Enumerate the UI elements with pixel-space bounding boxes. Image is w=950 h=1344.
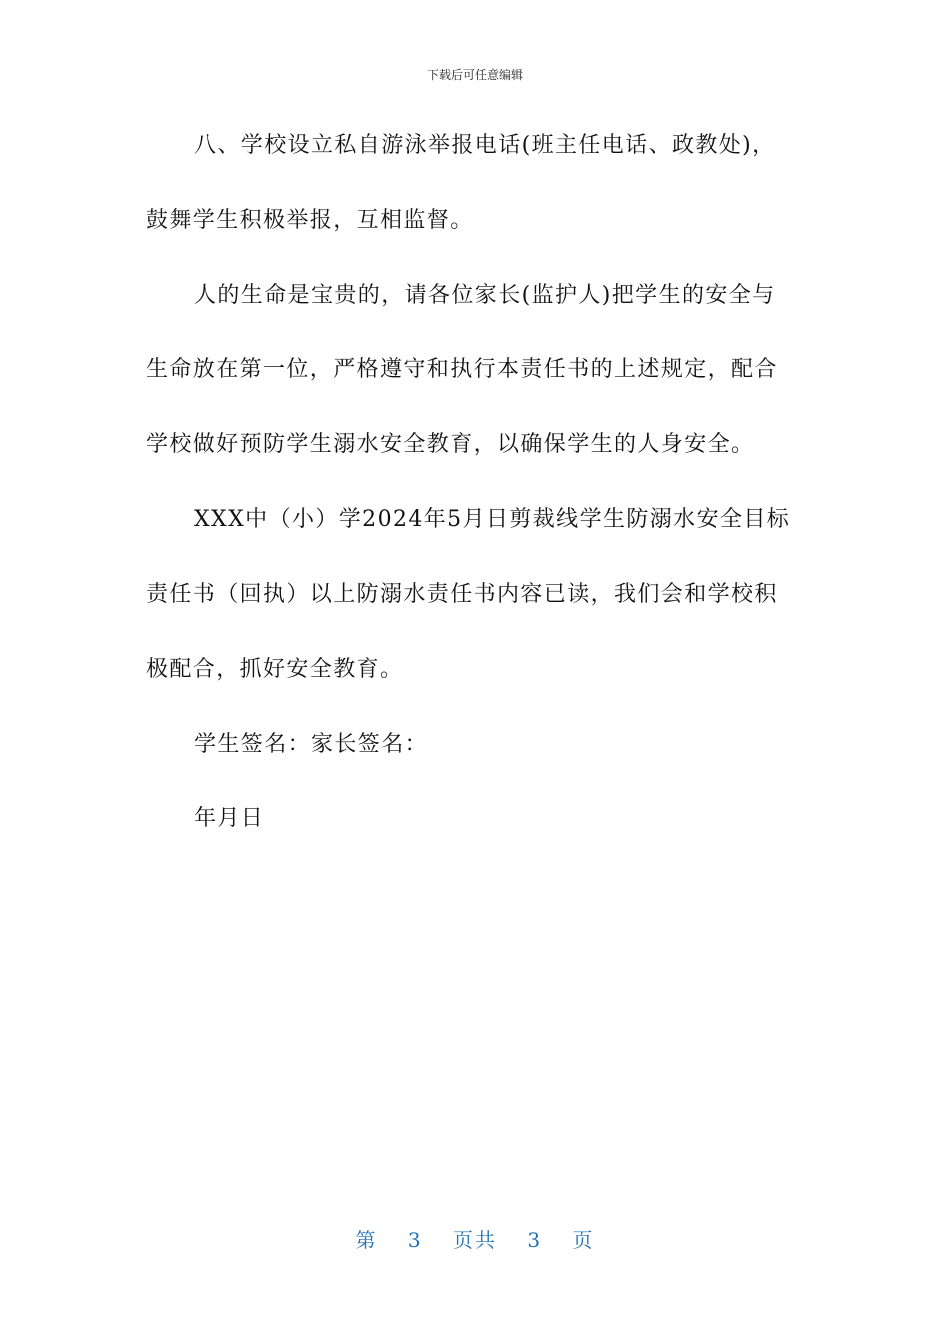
footer-total-pages: 3 (527, 1228, 543, 1252)
paragraph-1-line-2: 鼓舞学生积极举报，互相监督。 (146, 208, 474, 233)
footer-mid: 页共 (453, 1228, 497, 1252)
paragraph-2-line-3: 学校做好预防学生溺水安全教育，以确保学生的人身安全。 (146, 432, 755, 457)
paragraph-3-line-2: 责任书（回执）以上防溺水责任书内容已读，我们会和学校积 (146, 582, 778, 607)
date-line: 年月日 (194, 806, 265, 831)
page-footer (0, 1224, 950, 1253)
footer-current-page: 3 (407, 1228, 423, 1252)
paragraph-2-line-2: 生命放在第一位，严格遵守和执行本责任书的上述规定，配合 (146, 357, 778, 382)
footer-suffix: 页 (572, 1228, 595, 1252)
paragraph-3-line-3: 极配合，抓好安全教育。 (146, 657, 404, 682)
paragraph-2-line-1: 人的生命是宝贵的，请各位家长(监护人)把学生的安全与 (194, 283, 776, 308)
paragraph-3-line-1: XXX中（小）学2024年5月日剪裁线学生防溺水安全目标 (194, 507, 791, 532)
header-note: 下载后可任意编辑 (426, 68, 523, 82)
footer-prefix: 第 (355, 1228, 378, 1252)
paragraph-1-line-1: 八、学校设立私自游泳举报电话(班主任电话、政教处)， (194, 133, 776, 158)
signature-line: 学生签名：家长签名： (194, 732, 429, 757)
